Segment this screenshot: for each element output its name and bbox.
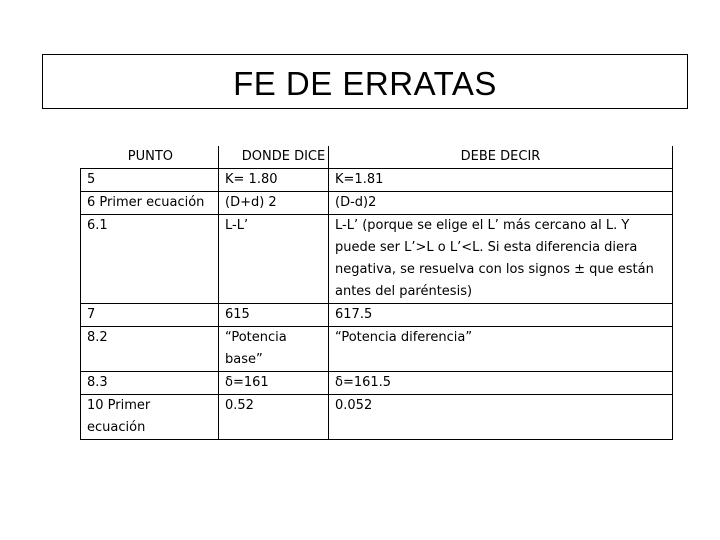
header-donde-dice: DONDE DICE [219,146,329,169]
cell-donde-dice: K= 1.80 [219,169,329,192]
cell-debe-decir: δ=161.5 [329,372,673,395]
cell-debe-decir: 0.052 [329,395,673,440]
table-row [81,372,673,395]
cell-punto: 8.3 [81,372,219,395]
header-debe-decir: DEBE DECIR [329,146,673,169]
cell-debe-decir: L-L’ (porque se elige el L’ más cercano al L. Y puede ser L’>L o L’<L. Si esta diferencia diera negativa, se resuelva con los signos ± que están antes del paréntesis) [329,215,673,304]
cell-punto: 10 Primer ecuación [81,395,219,440]
title-box [42,54,688,109]
cell-punto: 6 Primer ecuación [81,192,219,215]
table-row [81,304,673,327]
cell-debe-decir: (D-d)2 [329,192,673,215]
cell-donde-dice: “Potencia base” [219,327,329,372]
table-row [81,327,673,372]
table-row [81,215,673,304]
cell-debe-decir: “Potencia diferencia” [329,327,673,372]
table-row [81,395,673,440]
cell-donde-dice: 0.52 [219,395,329,440]
table-header-row [81,146,673,169]
errata-table [80,146,673,440]
cell-punto: 5 [81,169,219,192]
cell-punto: 7 [81,304,219,327]
table-row [81,192,673,215]
header-punto: PUNTO [81,146,219,169]
cell-punto: 6.1 [81,215,219,304]
cell-donde-dice: L-L’ [219,215,329,304]
page-title: FE DE ERRATAS [233,64,497,102]
cell-debe-decir: 617.5 [329,304,673,327]
cell-punto: 8.2 [81,327,219,372]
cell-donde-dice: δ=161 [219,372,329,395]
cell-donde-dice: (D+d) 2 [219,192,329,215]
cell-debe-decir: K=1.81 [329,169,673,192]
cell-donde-dice: 615 [219,304,329,327]
table-row [81,169,673,192]
